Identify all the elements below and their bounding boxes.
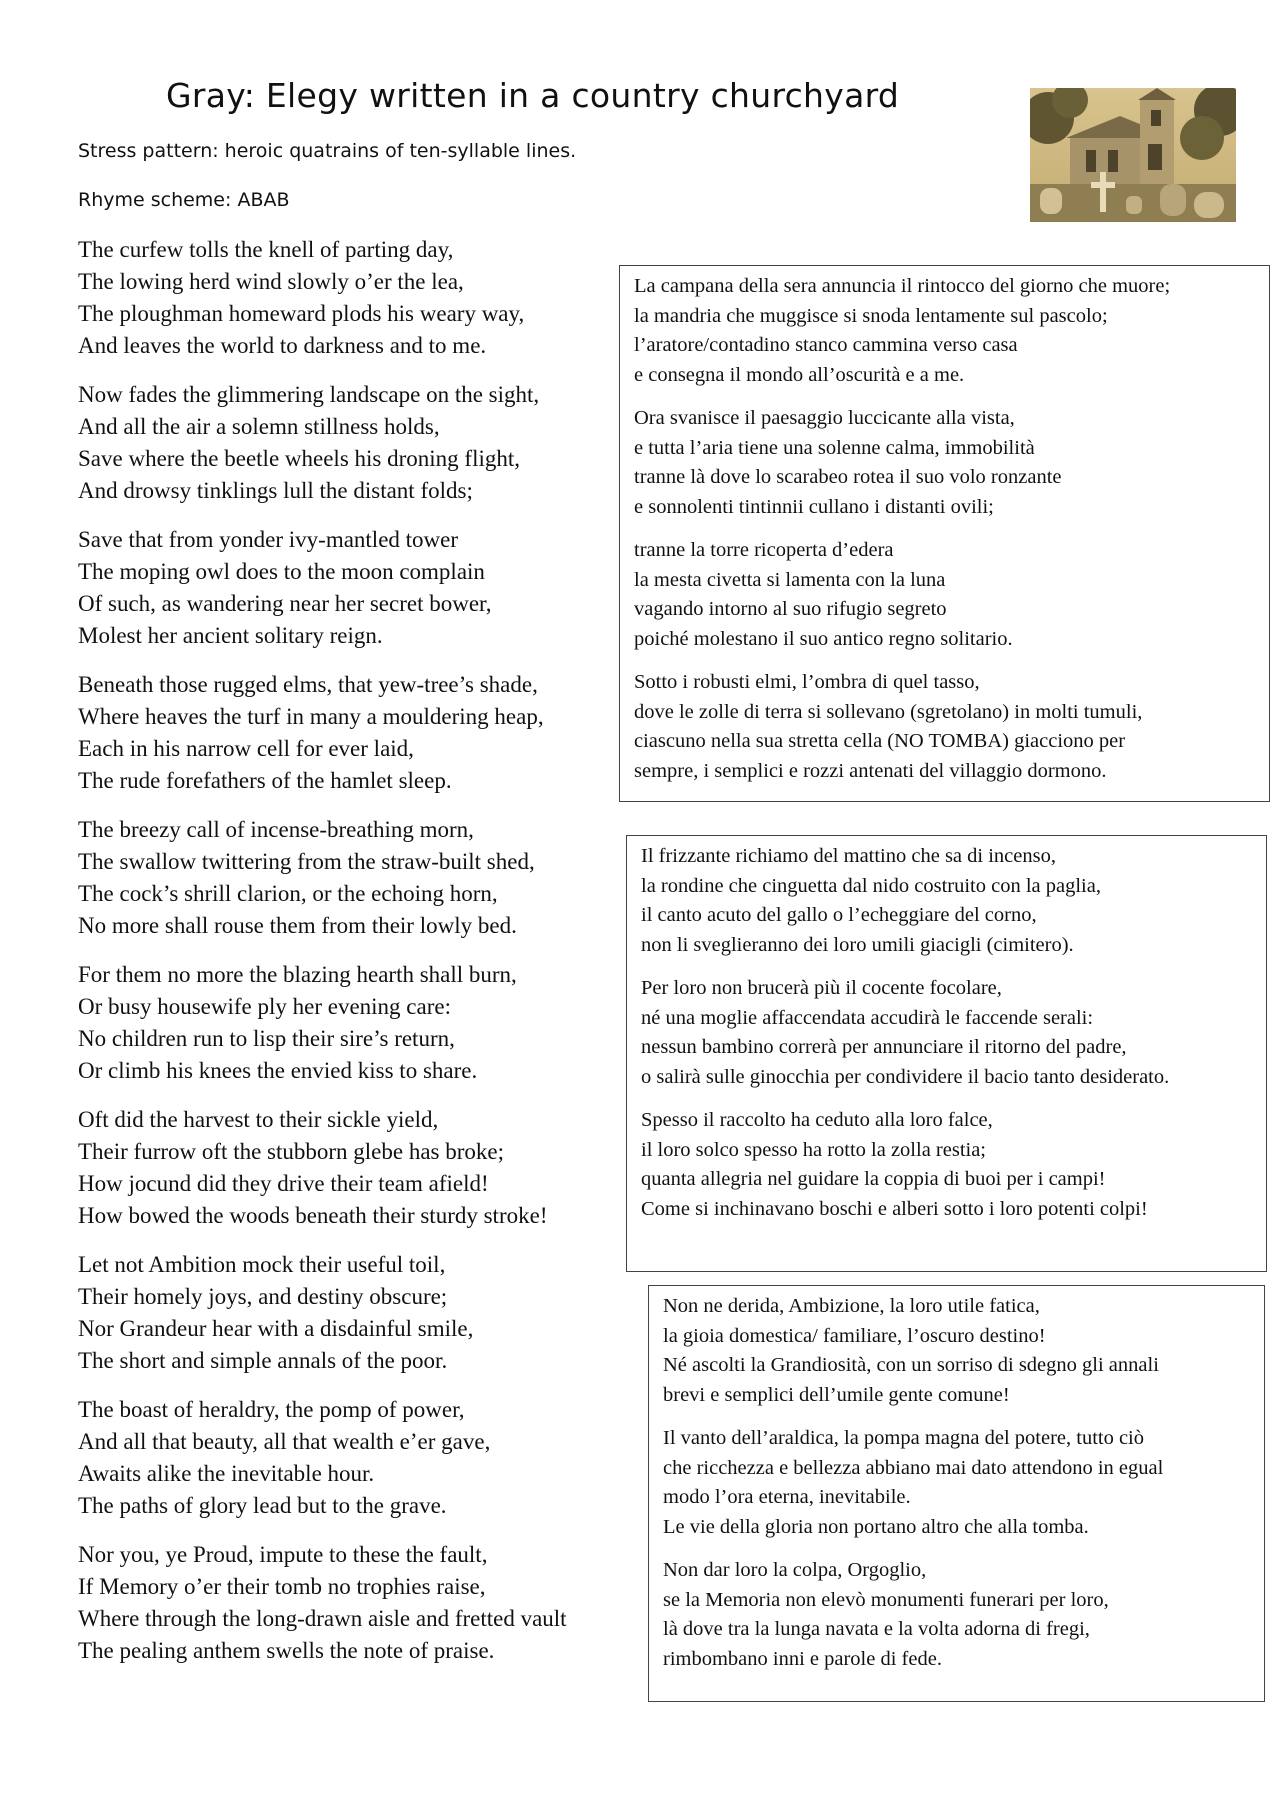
verse-line: For them no more the blazing hearth shall burn,: [78, 962, 517, 987]
translation-line: la mesta civetta si lamenta con la luna: [634, 568, 946, 591]
verse-line: The curfew tolls the knell of parting day,: [78, 237, 454, 262]
stanza: [78, 1249, 638, 1377]
verse-line: And all the air a solemn stillness holds,: [78, 414, 440, 439]
translation-box: [626, 835, 1267, 1272]
translation-stanza: [663, 1424, 1250, 1542]
translation-line: Spesso il raccolto ha ceduto alla loro falce,: [641, 1109, 993, 1131]
verse-line: No more shall rouse them from their lowly bed.: [78, 913, 517, 938]
verse-line: How bowed the woods beneath their sturdy stroke!: [78, 1203, 548, 1228]
verse-line: Of such, as wandering near her secret bower,: [78, 591, 492, 616]
translation-line: Le vie della gloria non portano altro che alla tomba.: [663, 1515, 1089, 1538]
verse-line: Nor Grandeur hear with a disdainful smile,: [78, 1316, 474, 1341]
translation-stanza: [641, 842, 1252, 960]
english-poem: [78, 234, 638, 1684]
verse-line: The cock’s shrill clarion, or the echoing horn,: [78, 881, 498, 906]
translation-line: Il vanto dell’araldica, la pompa magna del potere, tutto ciò: [663, 1427, 1144, 1449]
translation-stanza: [641, 1106, 1252, 1224]
translation-line: e sonnolenti tintinnii cullano i distanti ovili;: [634, 495, 994, 518]
translation-stanza: [641, 974, 1252, 1092]
verse-line: Molest her ancient solitary reign.: [78, 623, 383, 648]
verse-line: Their furrow oft the stubborn glebe has broke;: [78, 1139, 505, 1164]
translation-line: Il frizzante richiamo del mattino che sa di incenso,: [641, 845, 1056, 867]
verse-line: The breezy call of incense-breathing morn,: [78, 817, 474, 842]
verse-line: Awaits alike the inevitable hour.: [78, 1461, 375, 1486]
translation-line: modo l’ora eterna, inevitabile.: [663, 1486, 911, 1508]
verse-line: Their homely joys, and destiny obscure;: [78, 1284, 448, 1309]
translation-line: rimbombano inni e parole di fede.: [663, 1647, 942, 1670]
church-photo: [1030, 88, 1236, 222]
translation-stanza: [634, 668, 1255, 786]
translation-line: Come si inchinavano boschi e alberi sotto i loro potenti colpi!: [641, 1197, 1148, 1220]
verse-line: And all that beauty, all that wealth e’er gave,: [78, 1429, 491, 1454]
translation-line: Sotto i robusti elmi, l’ombra di quel tasso,: [634, 671, 980, 693]
verse-line: No children run to lisp their sire’s return,: [78, 1026, 455, 1051]
verse-line: The swallow twittering from the straw-built shed,: [78, 849, 535, 874]
translation-line: brevi e semplici dell’umile gente comune!: [663, 1383, 1010, 1406]
page-title: Gray: Elegy written in a country churchyard: [166, 76, 900, 115]
translation-line: che ricchezza e bellezza abbiano mai dato attendono in egual: [663, 1456, 1164, 1479]
translation-line: dove le zolle di terra si sollevano (sgretolano) in molti tumuli,: [634, 700, 1143, 723]
verse-line: The short and simple annals of the poor.: [78, 1348, 448, 1373]
translation-line: ciascuno nella sua stretta cella (NO TOMBA) giacciono per: [634, 730, 1126, 752]
translation-stanza: [634, 536, 1255, 654]
translation-line: e consegna il mondo all’oscurità e a me.: [634, 363, 965, 386]
translation-line: quanta allegria nel guidare la coppia di buoi per i campi!: [641, 1168, 1106, 1190]
verse-line: The paths of glory lead but to the grave.: [78, 1493, 447, 1518]
translation-line: o salirà sulle ginocchia per condividere il bacio tanto desiderato.: [641, 1065, 1170, 1088]
translation-line: poiché molestano il suo antico regno solitario.: [634, 627, 1013, 650]
verse-line: Save where the beetle wheels his droning flight,: [78, 446, 520, 471]
translation-line: il canto acuto del gallo o l’echeggiare del corno,: [641, 904, 1037, 926]
translation-line: la mandria che muggisce si snoda lentamente sul pascolo;: [634, 304, 1108, 327]
translation-stanza: [663, 1556, 1250, 1674]
verse-line: Save that from yonder ivy-mantled tower: [78, 527, 459, 552]
translation-line: Per loro non brucerà più il cocente focolare,: [641, 977, 1002, 999]
verse-line: Oft did the harvest to their sickle yield,: [78, 1107, 439, 1132]
translation-line: La campana della sera annuncia il rintocco del giorno che muore;: [634, 275, 1171, 297]
translation-box: [619, 265, 1270, 802]
stanza: [78, 1539, 638, 1667]
translation-line: tranne la torre ricoperta d’edera: [634, 539, 894, 561]
translation-line: la rondine che cinguetta dal nido costruito con la paglia,: [641, 874, 1101, 897]
stanza: [78, 1394, 638, 1522]
verse-line: The pealing anthem swells the note of praise.: [78, 1638, 495, 1663]
translation-line: se la Memoria non elevò monumenti funerari per loro,: [663, 1588, 1109, 1611]
translation-line: la gioia domestica/ familiare, l’oscuro destino!: [663, 1324, 1046, 1347]
translation-line: là dove tra la lunga navata e la volta adorna di fregi,: [663, 1618, 1090, 1640]
translation-line: il loro solco spesso ha rotto la zolla restia;: [641, 1138, 987, 1161]
translation-line: Ora svanisce il paesaggio luccicante alla vista,: [634, 407, 1015, 429]
verse-line: The boast of heraldry, the pomp of power,: [78, 1397, 465, 1422]
verse-line: Now fades the glimmering landscape on the sight,: [78, 382, 540, 407]
translation-line: Non dar loro la colpa, Orgoglio,: [663, 1559, 927, 1581]
translation-stanza: [634, 404, 1255, 522]
translation-line: Non ne derida, Ambizione, la loro utile fatica,: [663, 1295, 1040, 1317]
verse-line: The lowing herd wind slowly o’er the lea,: [78, 269, 464, 294]
translation-line: nessun bambino correrà per annunciare il ritorno del padre,: [641, 1036, 1127, 1058]
verse-line: The moping owl does to the moon complain: [78, 559, 485, 584]
translation-line: Né ascolti la Grandiosità, con un sorriso di sdegno gli annali: [663, 1354, 1159, 1376]
verse-line: How jocund did they drive their team afield!: [78, 1171, 489, 1196]
stanza: [78, 669, 638, 797]
verse-line: Nor you, ye Proud, impute to these the fault,: [78, 1542, 488, 1567]
verse-line: The ploughman homeward plods his weary way,: [78, 301, 525, 326]
translation-line: vagando intorno al suo rifugio segreto: [634, 598, 947, 620]
verse-line: Beneath those rugged elms, that yew-tree’s shade,: [78, 672, 538, 697]
translation-line: sempre, i semplici e rozzi antenati del villaggio dormono.: [634, 759, 1107, 782]
translation-line: non li sveglieranno dei loro umili giacigli (cimitero).: [641, 933, 1074, 956]
translation-line: l’aratore/contadino stanco cammina verso casa: [634, 334, 1018, 356]
stanza: [78, 234, 638, 362]
verse-line: And leaves the world to darkness and to me.: [78, 333, 487, 358]
translation-line: e tutta l’aria tiene una solenne calma, immobilità: [634, 436, 1035, 459]
verse-line: And drowsy tinklings lull the distant folds;: [78, 478, 473, 503]
stanza: [78, 959, 638, 1087]
translation-line: né una moglie affaccendata accudirà le faccende serali:: [641, 1006, 1094, 1029]
translation-box: [648, 1285, 1265, 1702]
verse-line: Or busy housewife ply her evening care:: [78, 994, 451, 1019]
verse-line: If Memory o’er their tomb no trophies raise,: [78, 1574, 486, 1599]
verse-line: Each in his narrow cell for ever laid,: [78, 736, 414, 761]
stanza: [78, 524, 638, 652]
verse-line: Let not Ambition mock their useful toil,: [78, 1252, 446, 1277]
verse-line: The rude forefathers of the hamlet sleep.: [78, 768, 452, 793]
verse-line: Or climb his knees the envied kiss to share.: [78, 1058, 478, 1083]
translation-stanza: [634, 272, 1255, 390]
translation-line: tranne là dove lo scarabeo rotea il suo volo ronzante: [634, 466, 1062, 488]
rhyme-scheme: Rhyme scheme: ABAB: [78, 189, 290, 211]
translation-stanza: [663, 1292, 1250, 1410]
stanza: [78, 379, 638, 507]
verse-line: Where heaves the turf in many a mouldering heap,: [78, 704, 544, 729]
verse-line: Where through the long-drawn aisle and fretted vault: [78, 1606, 567, 1631]
stanza: [78, 1104, 638, 1232]
stress-pattern: Stress pattern: heroic quatrains of ten-syllable lines.: [78, 140, 577, 162]
stanza: [78, 814, 638, 942]
